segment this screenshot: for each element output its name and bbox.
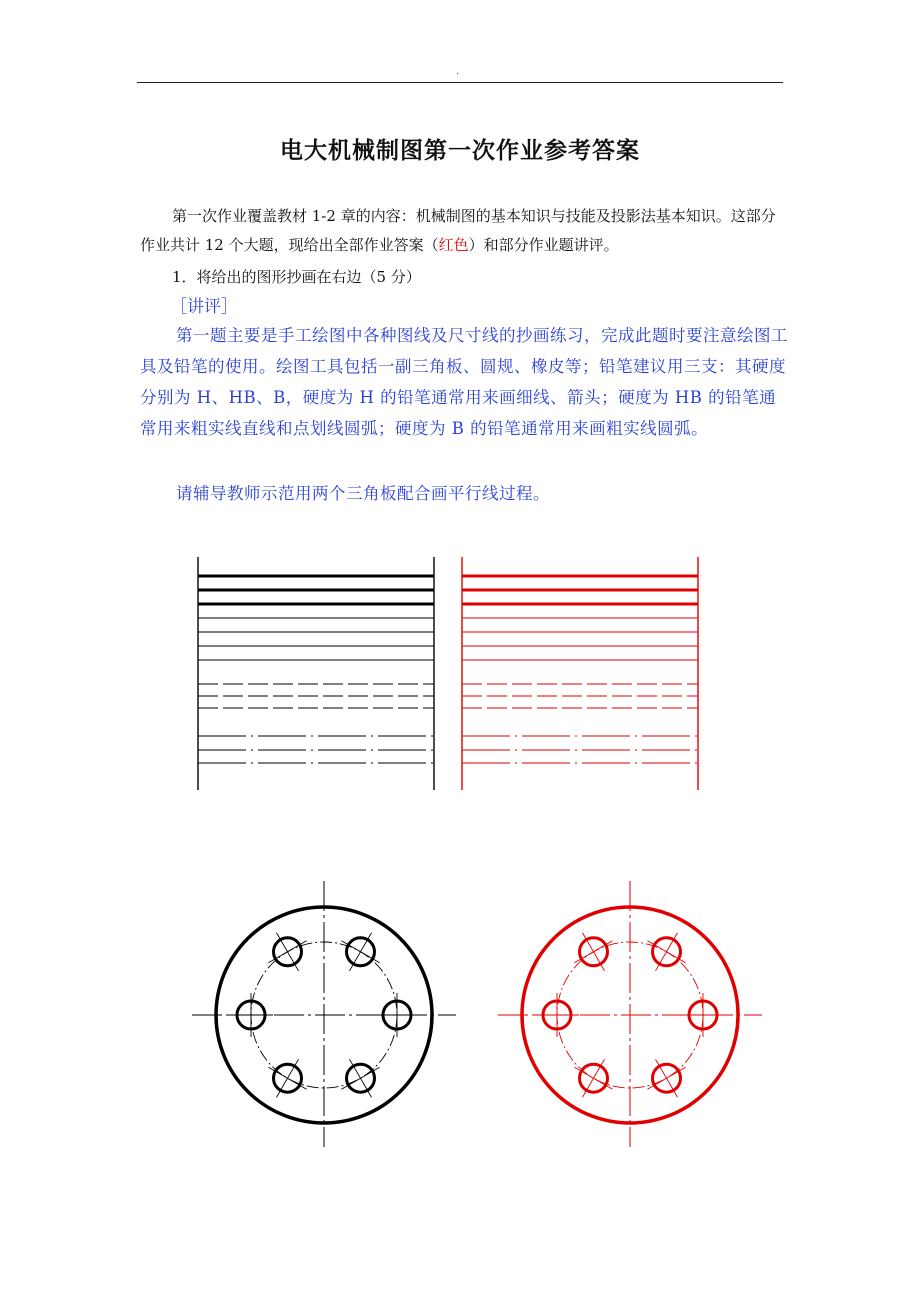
line-exercise-original: [198, 557, 434, 790]
page-title: 电大机械制图第一次作业参考答案: [280, 137, 640, 164]
question-1: 1．将给出的图形抄画在右边（5 分）: [172, 268, 421, 286]
flange-exercise-original: [192, 881, 456, 1147]
review-heading: ［讲评］: [170, 297, 238, 317]
review-extra: 请辅导教师示范用两个三角板配合画平行线过程。: [176, 484, 550, 503]
review-body: 第一题主要是手工绘图中各种图线及尺寸线的抄画练习，完成此题时要注意绘图工具及铅笔的使用。绘图工具包括一副三角板、圆规、橡皮等；铅笔建议用三支：其硬度分别为 H、HB、B，硬度为 H 的铅笔通常用来画细线、箭头；硬度为 HB 的铅笔通常用来粗实线直线和点划线圆弧；硬度为 B 的铅笔通常用来画粗实线圆弧。: [140, 326, 788, 438]
intro-red-word: 红色: [438, 236, 469, 254]
intro-text-2: ）和部分作业题讲评。: [468, 236, 619, 254]
flange-exercise-answer: [498, 881, 762, 1147]
header-mark: .: [456, 66, 460, 77]
line-exercise-answer: [462, 557, 698, 790]
intro-text-1: 第一次作业覆盖教材 1-2 章的内容：机械制图的基本知识与技能及投影法基本知识。这部分作业共计 12 个大题，现给出全部作业答案（: [140, 207, 776, 254]
